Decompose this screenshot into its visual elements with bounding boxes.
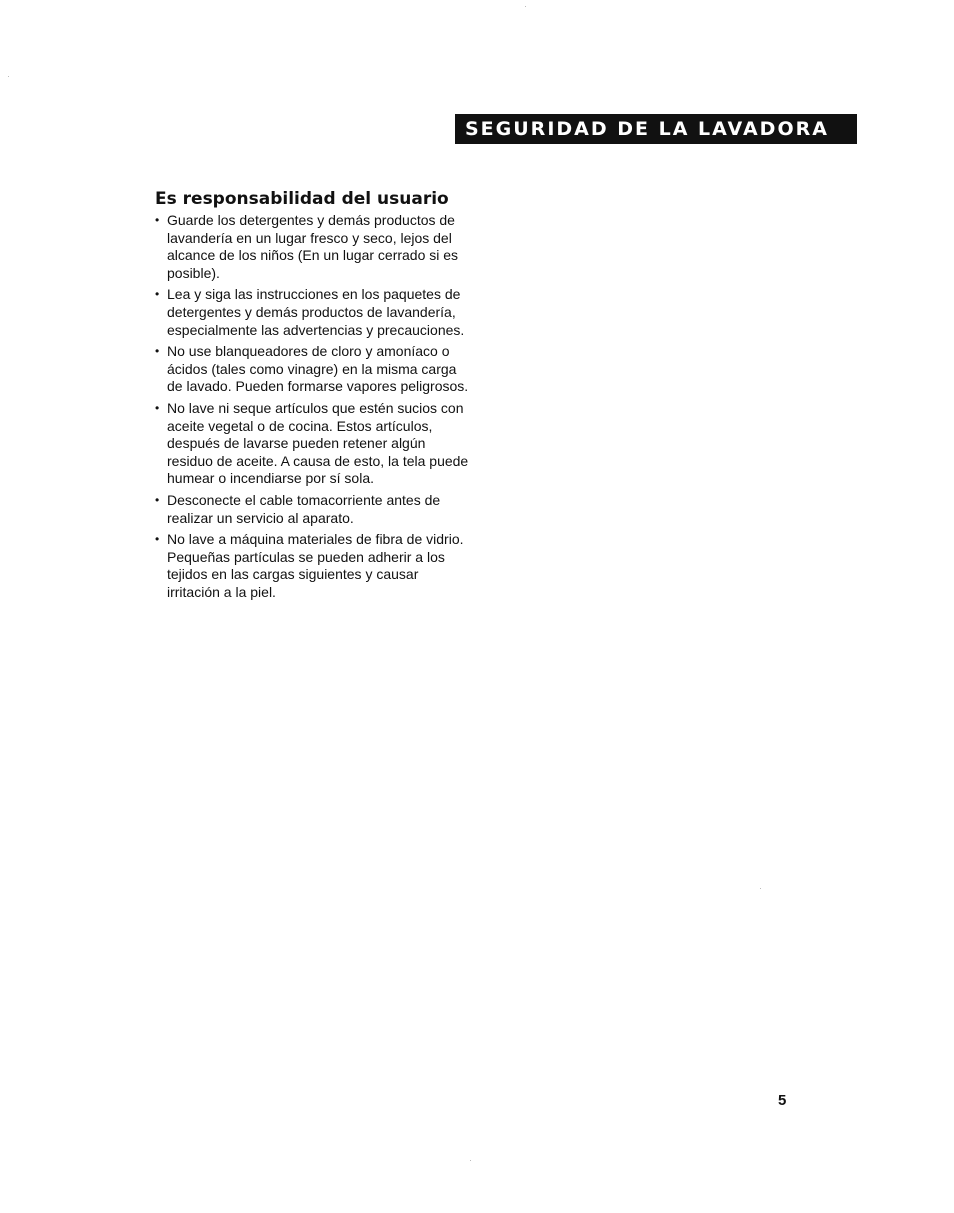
bullet-icon: • — [155, 344, 160, 359]
list-item — [155, 343, 475, 396]
bullet-icon: • — [155, 532, 160, 547]
scan-speck — [525, 6, 526, 7]
bullet-icon: • — [155, 213, 160, 227]
scan-speck — [470, 1160, 471, 1161]
section-heading: Es responsabilidad del usuario — [155, 189, 449, 209]
scan-speck — [8, 76, 9, 77]
list-item-text: No use blanqueadores de cloro y amoníaco o ácidos (tales como vinagre) en la misma carga de lavado. Pueden formarse vapores peligrosos. — [167, 343, 469, 395]
safety-bullet-list — [155, 212, 475, 601]
page-number: 5 — [778, 1092, 787, 1109]
safety-content — [155, 188, 475, 605]
bullet-icon: • — [155, 492, 160, 507]
bullet-icon: • — [155, 287, 160, 302]
list-item-text: Guarde los detergentes y demás productos de lavandería en un lugar fresco y seco, lejos del alcance de los niños (En un lugar cerrado si es posible). — [167, 212, 459, 281]
list-item — [155, 492, 475, 527]
banner-title: SEGURIDAD DE LA LAVADORA — [465, 118, 829, 140]
list-item — [155, 400, 475, 488]
list-item — [155, 286, 475, 339]
list-item-text: No lave ni seque artículos que estén sucios con aceite vegetal o de cocina. Estos artículos, después de lavarse pueden retener algún residuo de aceite. A causa de esto, la tela puede humear o incendiarse por sí sola. — [167, 399, 469, 487]
section-banner — [455, 114, 857, 144]
list-item-text: No lave a máquina materiales de fibra de vidrio. Pequeñas partículas se pueden adherir a los tejidos en las cargas siguientes y causar irritación a la piel. — [167, 531, 464, 600]
list-item-text: Lea y siga las instrucciones en los paquetes de detergentes y demás productos de lavandería, especialmente las advertencias y precauciones. — [167, 286, 465, 338]
list-item — [155, 531, 475, 601]
bullet-icon: • — [155, 400, 160, 415]
scan-speck — [760, 888, 761, 889]
list-item-text: Desconecte el cable tomacorriente antes de realizar un servicio al aparato. — [167, 491, 441, 526]
list-item — [155, 212, 475, 282]
